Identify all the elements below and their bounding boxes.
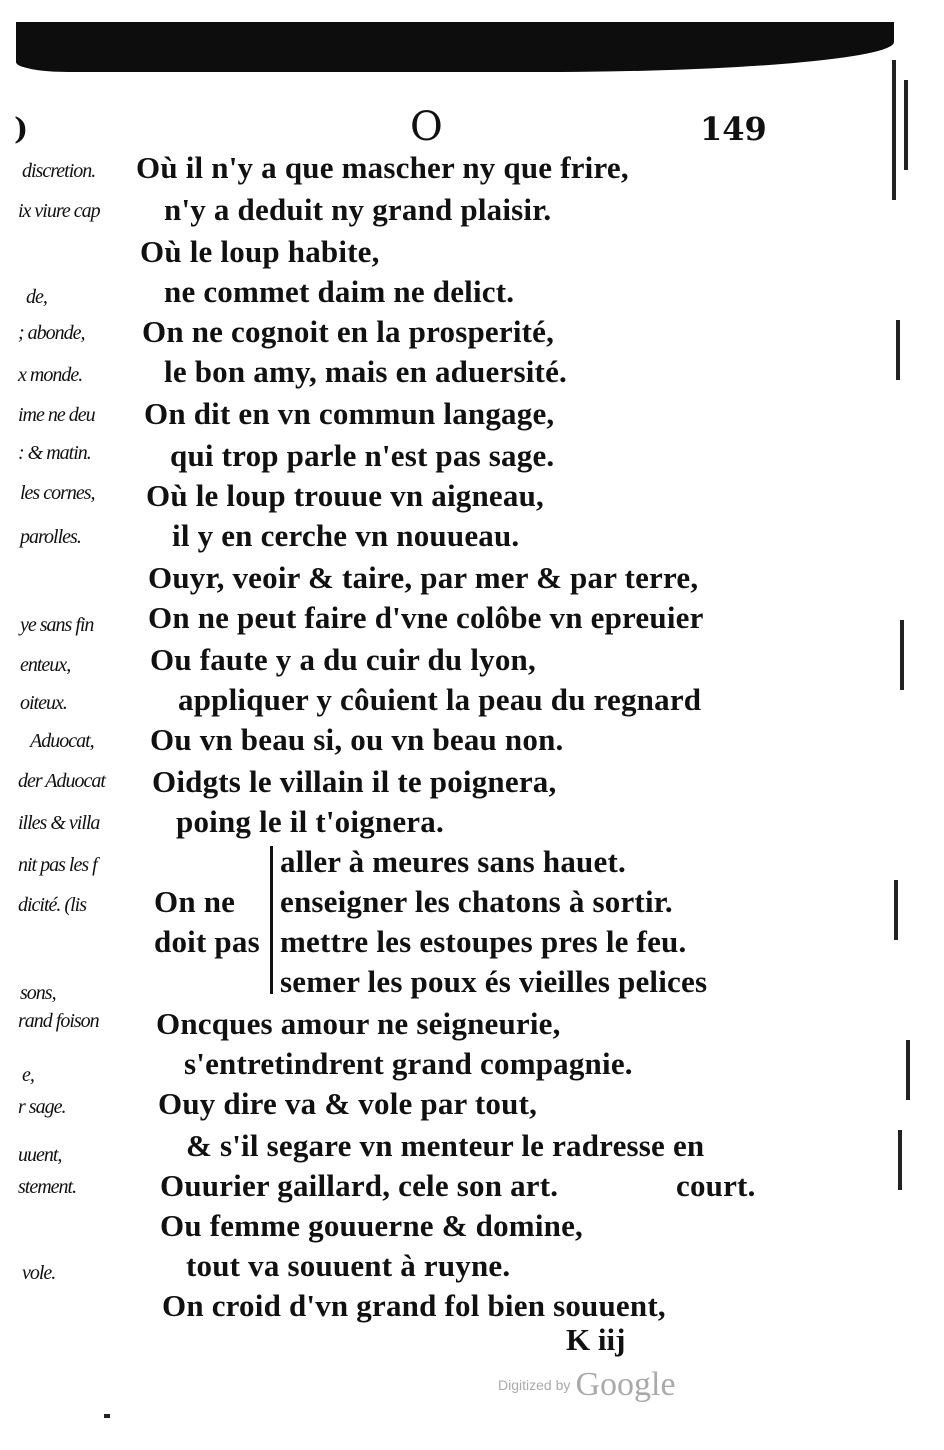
margin-note: uuent, — [18, 1144, 62, 1166]
proverb-line: Où le loup habite, — [140, 234, 380, 269]
margin-note: enteux, — [20, 654, 71, 676]
proverb-line: s'entretindrent grand compagnie. — [184, 1046, 633, 1081]
right-edge-bleed — [890, 60, 930, 1300]
margin-note: vole. — [22, 1262, 56, 1284]
proverb-line: On ne cognoit en la prosperité, — [142, 314, 555, 349]
margin-note: oiteux. — [20, 692, 67, 714]
proverb-line: Ou vn beau si, ou vn beau non. — [150, 722, 564, 757]
proverb-line: Oidgts le villain il te poignera, — [152, 764, 557, 799]
margin-note: r sage. — [18, 1096, 66, 1118]
ink-speck — [104, 1414, 110, 1418]
proverb-line: poing le il t'oignera. — [176, 804, 444, 839]
proverb-line: Ou faute y a du cuir du lyon, — [150, 642, 536, 677]
proverb-line: & s'il segare vn menteur le radresse en — [186, 1128, 705, 1163]
margin-note: parolles. — [20, 526, 81, 548]
proverb-line-continuation: court. — [676, 1168, 756, 1203]
proverb-line: Où le loup trouue vn aigneau, — [146, 478, 544, 513]
header-left-mark: ) — [14, 112, 29, 147]
margin-note: : & matin. — [18, 442, 91, 464]
proverb-line: Oncques amour ne seigneurie, — [156, 1006, 561, 1041]
proverb-line: le bon amy, mais en aduersité. — [164, 354, 567, 389]
bracket-rule — [270, 846, 273, 994]
bracket-left-line: doit pas — [154, 924, 260, 959]
margin-note: x monde. — [18, 364, 83, 386]
bracket-right-line: mettre les estoupes pres le feu. — [280, 924, 687, 959]
margin-note: discretion. — [22, 160, 96, 182]
proverb-line: Ouyr, veoir & taire, par mer & par terre, — [148, 560, 699, 595]
margin-note: ; abonde, — [18, 322, 85, 344]
proverb-line: tout va souuent à ruyne. — [186, 1248, 511, 1283]
proverb-line: Ou femme gouuerne & domine, — [160, 1208, 583, 1243]
proverb-line: Ouy dire va & vole par tout, — [158, 1086, 538, 1121]
signature-mark: K iij — [566, 1322, 626, 1357]
margin-note: stement. — [18, 1176, 77, 1198]
margin-note: ix viure cap — [18, 200, 100, 222]
proverb-line: qui trop parle n'est pas sage. — [170, 438, 555, 473]
margin-note: sons, — [20, 982, 56, 1004]
proverb-line: On croid d'vn grand fol bien souuent, — [162, 1288, 666, 1323]
top-edge-shadow — [16, 22, 894, 72]
proverb-line: il y en cerche vn nouueau. — [172, 518, 520, 553]
margin-note: les cornes, — [20, 482, 95, 504]
watermark-prefix: Digitized by — [498, 1377, 571, 1393]
proverb-line: appliquer y côuient la peau du regnard — [178, 682, 702, 717]
digitized-watermark — [498, 1366, 676, 1404]
margin-note: rand foison — [18, 1010, 99, 1032]
proverb-line: n'y a deduit ny grand plaisir. — [164, 192, 552, 227]
margin-note: e, — [22, 1064, 34, 1086]
bracket-right-line: enseigner les chatons à sortir. — [280, 884, 673, 919]
margin-note: der Aduocat — [18, 770, 105, 792]
bracket-right-line: semer les poux és vieilles pelices — [280, 964, 708, 999]
page-number: 149 — [700, 110, 767, 148]
section-letter: O — [410, 104, 443, 150]
bracket-left-line: On ne — [154, 884, 236, 919]
margin-note: ye sans fin — [20, 614, 94, 636]
google-logo: Google — [575, 1366, 676, 1403]
bracket-right-line: aller à meures sans hauet. — [280, 844, 626, 879]
margin-note: illes & villa — [18, 812, 100, 834]
margin-note: Aduocat, — [30, 730, 94, 752]
proverb-line: On ne peut faire d'vne colôbe vn epreuier — [148, 600, 704, 635]
margin-note: nit pas les f — [18, 854, 97, 876]
proverb-line: Où il n'y a que mascher ny que frire, — [136, 150, 629, 185]
proverb-line: ne commet daim ne delict. — [164, 274, 515, 309]
margin-note: de, — [26, 286, 47, 308]
margin-note: dicité. (lis — [18, 894, 86, 916]
proverb-line: On dit en vn commun langage, — [144, 396, 555, 431]
margin-note: ime ne deu — [18, 404, 95, 426]
margin-notes — [0, 0, 130, 1450]
proverb-line: Ouurier gaillard, cele son art. — [160, 1168, 559, 1203]
